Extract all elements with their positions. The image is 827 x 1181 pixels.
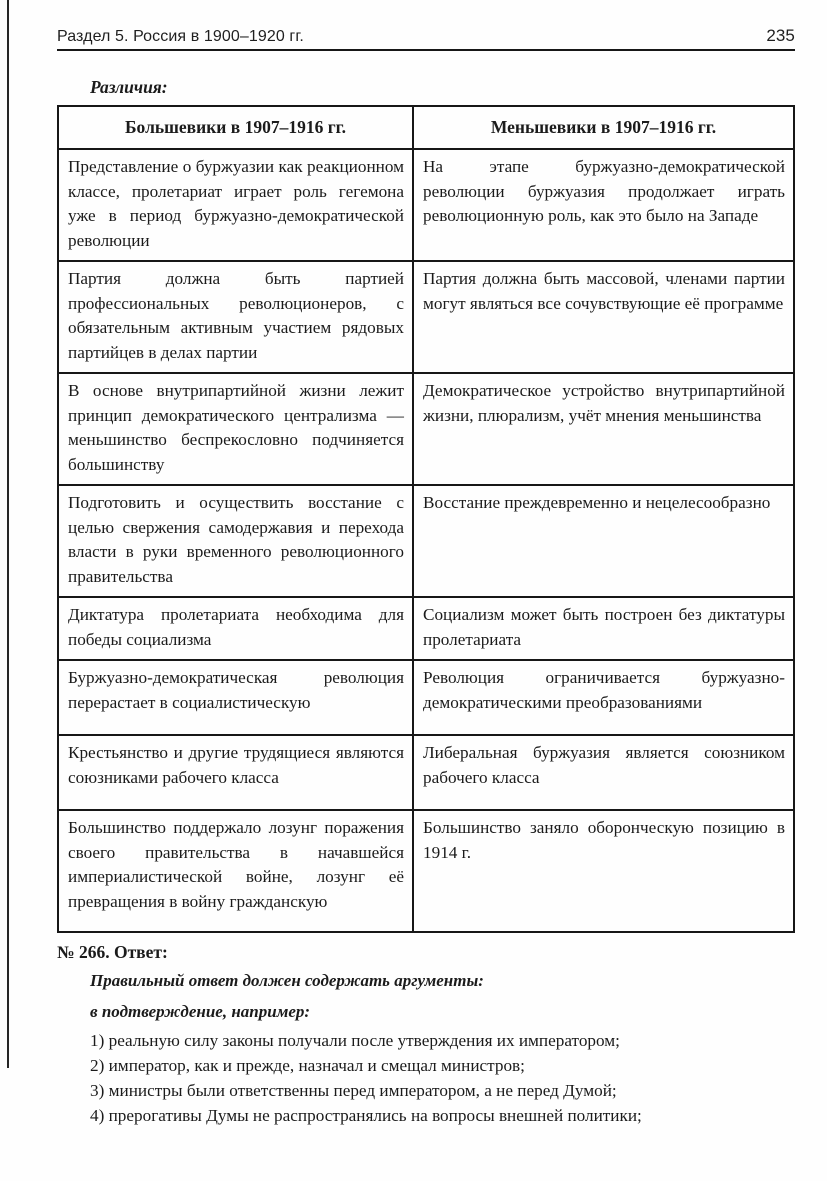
cell-mensheviks: Партия должна быть массовой, членами партии могут являться все сочувствующие её программе: [413, 261, 794, 373]
section-title: Раздел 5. Россия в 1900–1920 гг.: [57, 28, 304, 45]
cell-mensheviks: Социализм может быть построен без диктатуры пролетариата: [413, 597, 794, 660]
answer-intro: Правильный ответ должен содержать аргументы:: [90, 971, 484, 990]
table-row: [58, 735, 794, 810]
table-row: [58, 261, 794, 373]
differences-label: Различия:: [90, 77, 168, 97]
answer-item: 3) министры были ответственны перед императором, а не перед Думой;: [90, 1081, 617, 1100]
header-rule: [57, 49, 795, 51]
cell-bolsheviks: Представление о буржуазии как реакционном классе, пролетариат играет роль гегемона уже в период буржуазно-демократической революции: [58, 149, 413, 261]
cell-bolsheviks: Крестьянство и другие трудящиеся являются союзниками рабочего класса: [58, 735, 413, 810]
scan-edge-line: [7, 0, 9, 1068]
table-row: [58, 149, 794, 261]
answer-item: 1) реальную силу законы получали после утверждения их императором;: [90, 1031, 620, 1050]
cell-bolsheviks: В основе внутрипартийной жизни лежит принцип демократического централизма — меньшинство беспрекословно подчиняется большинству: [58, 373, 413, 485]
cell-mensheviks: Восстание преждевременно и нецелесообразно: [413, 485, 794, 597]
table-row: [58, 373, 794, 485]
answer-section: [57, 942, 795, 1128]
page-content: [57, 0, 795, 1128]
table-row: [58, 597, 794, 660]
answer-subintro: в подтверждение, например:: [90, 1002, 311, 1021]
answer-heading: № 266. Ответ:: [57, 942, 168, 962]
running-head: [57, 26, 795, 46]
answer-item: 4) прерогативы Думы не распространялись на вопросы внешней политики;: [90, 1106, 642, 1125]
cell-mensheviks: Демократическое устройство внутрипартийной жизни, плюрализм, учёт мнения меньшинства: [413, 373, 794, 485]
table-row: [58, 660, 794, 735]
cell-mensheviks: Революция ограничивается буржуазно-демократическими преобразованиями: [413, 660, 794, 735]
cell-bolsheviks: Подготовить и осуществить восстание с целью свержения самодержавия и перехода власти в руки временного революционного правительства: [58, 485, 413, 597]
table-row: [58, 485, 794, 597]
table-row: [58, 810, 794, 932]
answer-items: [90, 1028, 795, 1128]
cell-bolsheviks: Буржуазно-демократическая революция перерастает в социалистическую: [58, 660, 413, 735]
cell-mensheviks: На этапе буржуазно-демократической революции буржуазия продолжает играть революционную роль, как это было на Западе: [413, 149, 794, 261]
column-header-mensheviks: Меньшевики в 1907–1916 гг.: [413, 106, 794, 149]
cell-bolsheviks: Диктатура пролетариата необходима для победы социализма: [58, 597, 413, 660]
cell-bolsheviks: Большинство поддержало лозунг поражения своего правительства в начавшейся империалистической войне, лозунг её превращения в войну гражданскую: [58, 810, 413, 932]
comparison-table: [57, 105, 795, 933]
answer-item: 2) император, как и прежде, назначал и смещал министров;: [90, 1056, 525, 1075]
page-number: 235: [766, 26, 795, 45]
cell-mensheviks: Большинство заняло оборонческую позицию в 1914 г.: [413, 810, 794, 932]
table-header-row: [58, 106, 794, 149]
cell-bolsheviks: Партия должна быть партией профессиональных революционеров, с обязательным активным участием рядовых партийцев в делах партии: [58, 261, 413, 373]
column-header-bolsheviks: Большевики в 1907–1916 гг.: [58, 106, 413, 149]
cell-mensheviks: Либеральная буржуазия является союзником рабочего класса: [413, 735, 794, 810]
